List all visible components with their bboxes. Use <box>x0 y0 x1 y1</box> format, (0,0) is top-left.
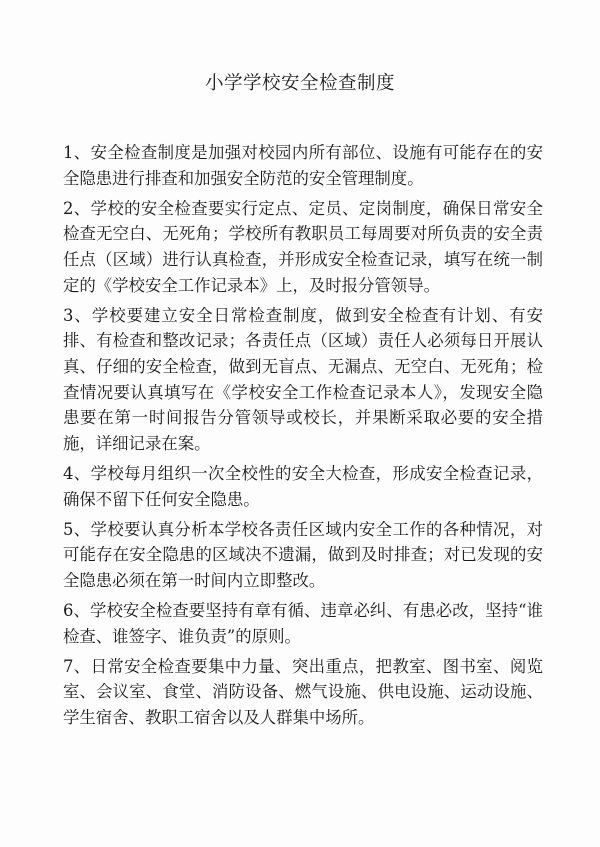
rule-item-1: 1、安全检查制度是加强对校园内所有部位、设施有可能存在的安全隐患进行排查和加强安全防范的安全管理制度。 <box>63 143 543 188</box>
rule-item-5: 5、学校要认真分析本学校各责任区域内安全工作的各种情况，对可能存在安全隐患的区域决不遗漏，做到及时排查；对已发现的安全隐患必须在第一时间内立即整改。 <box>63 519 543 590</box>
rule-item-3: 3、学校要建立安全日常检查制度，做到安全检查有计划、有安排、有检查和整改记录；各责任点（区域）责任人必须每日开展认真、仔细的安全检查，做到无盲点、无漏点、无空白、无死角；检查情况要认真填写在《学校安全工作检查记录本人》，发现安全隐患要在第一时间报告分管领导或校长，并果断采取必要的安全措施，详细记录在案。 <box>63 305 543 453</box>
rule-item-4: 4、学校每月组织一次全校性的安全大检查，形成安全检查记录，确保不留下任何安全隐患。 <box>63 463 543 509</box>
rule-item-7: 7、日常安全检查要集中力量、突出重点，把教室、图书室、阅览室、会议室、食堂、消防设备、燃气设施、供电设施、运动设施、学生宿舍、教职工宿舍以及人群集中场所。 <box>63 656 543 728</box>
document-body <box>63 140 543 731</box>
document-title: 小学学校安全检查制度 <box>204 73 395 94</box>
rule-item-2: 2、学校的安全检查要实行定点、定员、定岗制度，确保日常安全检查无空白、无死角；学校所有教职员工每周要对所负责的安全责任点（区域）进行认真检查，并形成安全检查记录，填写在统一制定的《学校安全工作记录本》上，及时报分管领导。 <box>63 198 543 295</box>
rule-item-6: 6、学校安全检查要坚持有章有循、违章必纠、有患必改，坚持“谁检查、谁签字、谁负责”的原则。 <box>63 601 543 646</box>
